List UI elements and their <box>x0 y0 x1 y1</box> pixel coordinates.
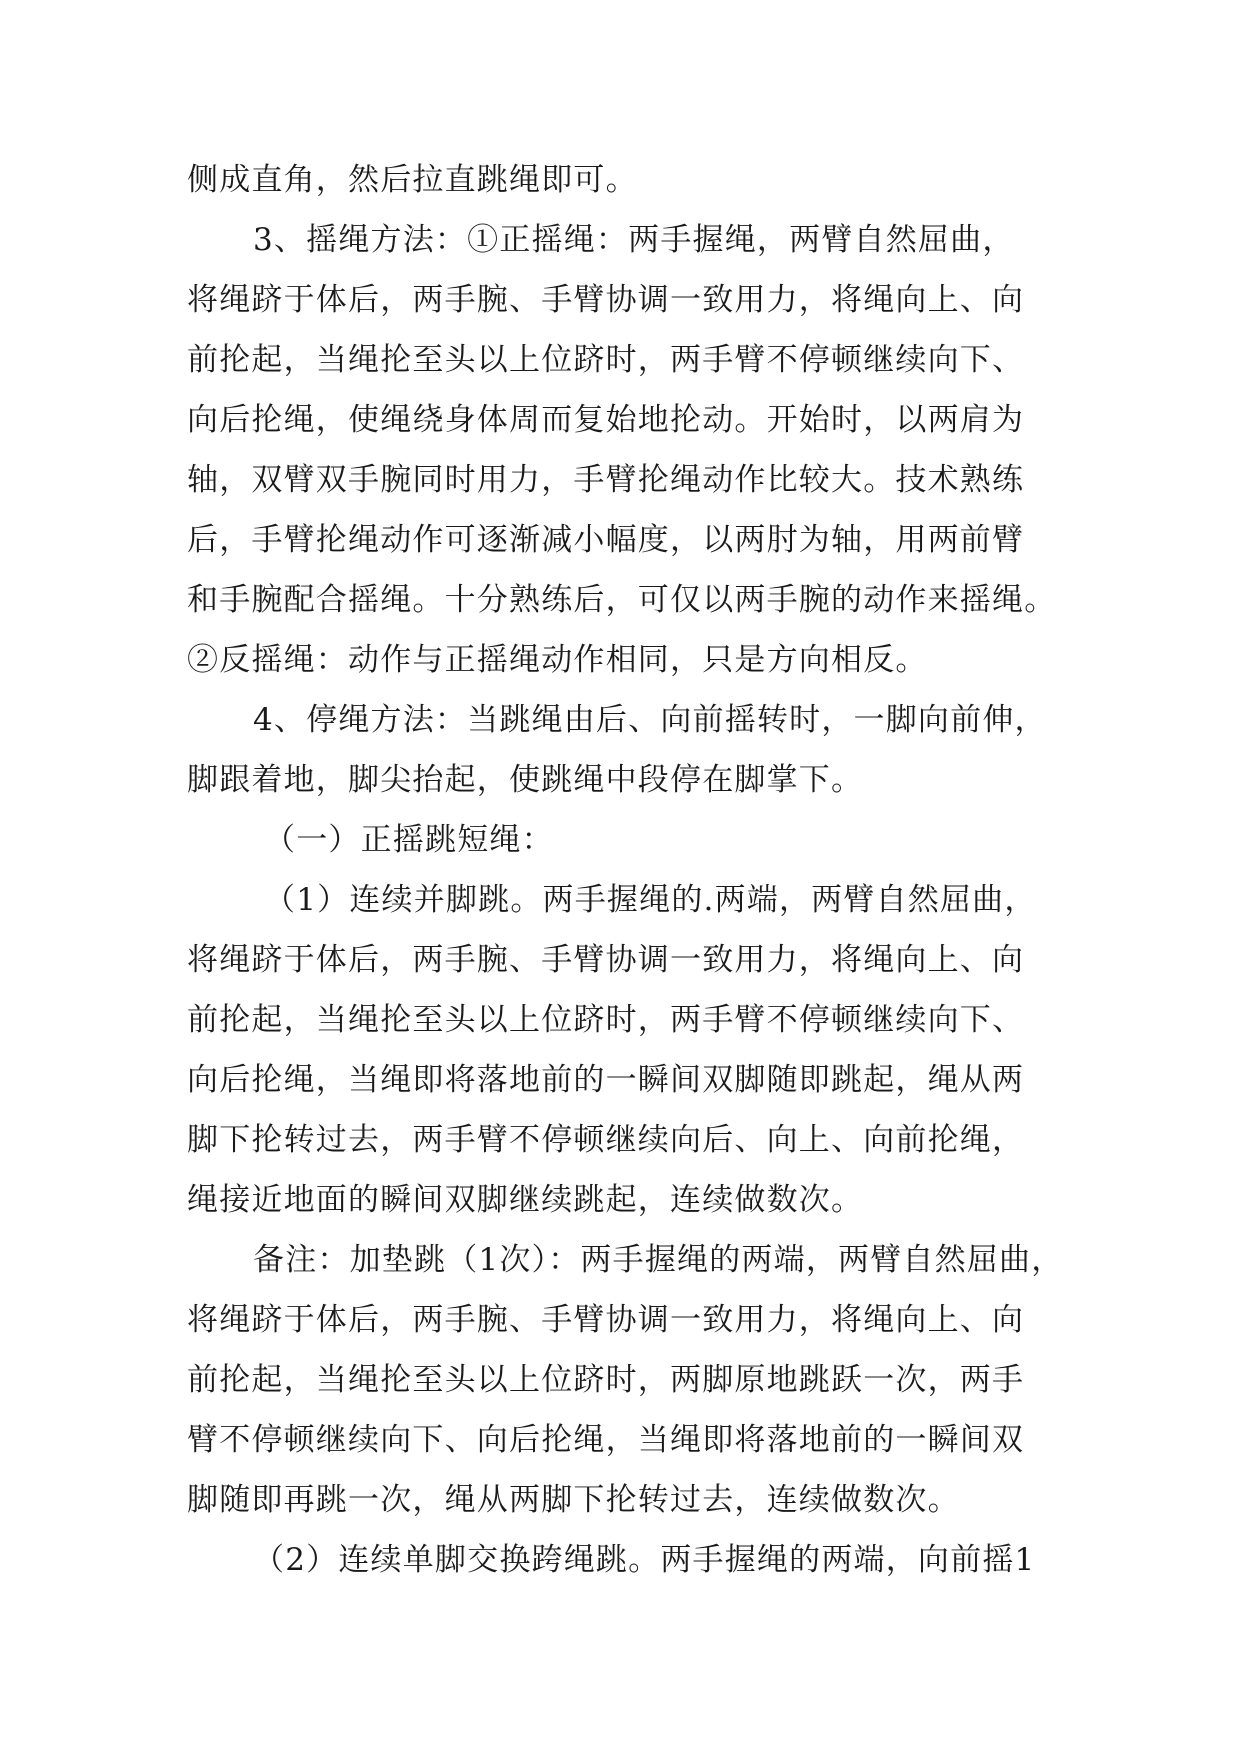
text-line: 将绳跻于体后，两手腕、手臂协调一致用力，将绳向上、向 <box>187 942 1025 978</box>
text-line: 侧成直角，然后拉直跳绳即可。 <box>187 162 638 198</box>
text-line: 4、停绳方法：当跳绳由后、向前摇转时，一脚向前伸， <box>253 702 1047 738</box>
text-line: 轴，双臂双手腕同时用力，手臂抡绳动作比较大。技术熟练 <box>187 462 1025 498</box>
text-line: 3、摇绳方法：①正摇绳：两手握绳，两臂自然屈曲， <box>253 222 1015 258</box>
text-line: 前抡起，当绳抡至头以上位跻时，两手臂不停顿继续向下、 <box>187 1002 1025 1038</box>
text-line: （2）连续单脚交换跨绳跳。两手握绳的两端，向前摇1 <box>253 1542 1036 1578</box>
text-line: 将绳跻于体后，两手腕、手臂协调一致用力，将绳向上、向 <box>187 282 1025 318</box>
text-line: 前抡起，当绳抡至头以上位跻时，两脚原地跳跃一次，两手 <box>187 1362 1025 1398</box>
text-line: 向后抡绳，当绳即将落地前的一瞬间双脚随即跳起，绳从两 <box>187 1062 1025 1098</box>
text-line: 和手腕配合摇绳。十分熟练后，可仅以两手腕的动作来摇绳。 <box>187 582 1057 618</box>
text-line: 前抡起，当绳抡至头以上位跻时，两手臂不停顿继续向下、 <box>187 342 1025 378</box>
text-line: 脚随即再跳一次，绳从两脚下抡转过去，连续做数次。 <box>187 1482 960 1518</box>
text-line: 臂不停顿继续向下、向后抡绳，当绳即将落地前的一瞬间双 <box>187 1422 1025 1458</box>
text-line: 向后抡绳，使绳绕身体周而复始地抡动。开始时，以两肩为 <box>187 402 1025 438</box>
text-line: 绳接近地面的瞬间双脚继续跳起，连续做数次。 <box>187 1182 864 1218</box>
text-line: ②反摇绳：动作与正摇绳动作相同，只是方向相反。 <box>187 642 928 678</box>
text-line: （1）连续并脚跳。两手握绳的.两端，两臂自然屈曲， <box>264 882 1037 918</box>
text-line: 脚下抡转过去，两手臂不停顿继续向后、向上、向前抡绳， <box>187 1122 1025 1158</box>
text-line: 脚跟着地，脚尖抬起，使跳绳中段停在脚掌下。 <box>187 762 864 798</box>
text-line: 将绳跻于体后，两手腕、手臂协调一致用力，将绳向上、向 <box>187 1302 1025 1338</box>
section-heading: （一）正摇跳短绳： <box>264 822 554 858</box>
text-line: 备注：加垫跳（1次）：两手握绳的两端，两臂自然屈曲， <box>253 1242 1064 1278</box>
text-line: 后，手臂抡绳动作可逐渐减小幅度，以两肘为轴，用两前臂 <box>187 522 1025 558</box>
